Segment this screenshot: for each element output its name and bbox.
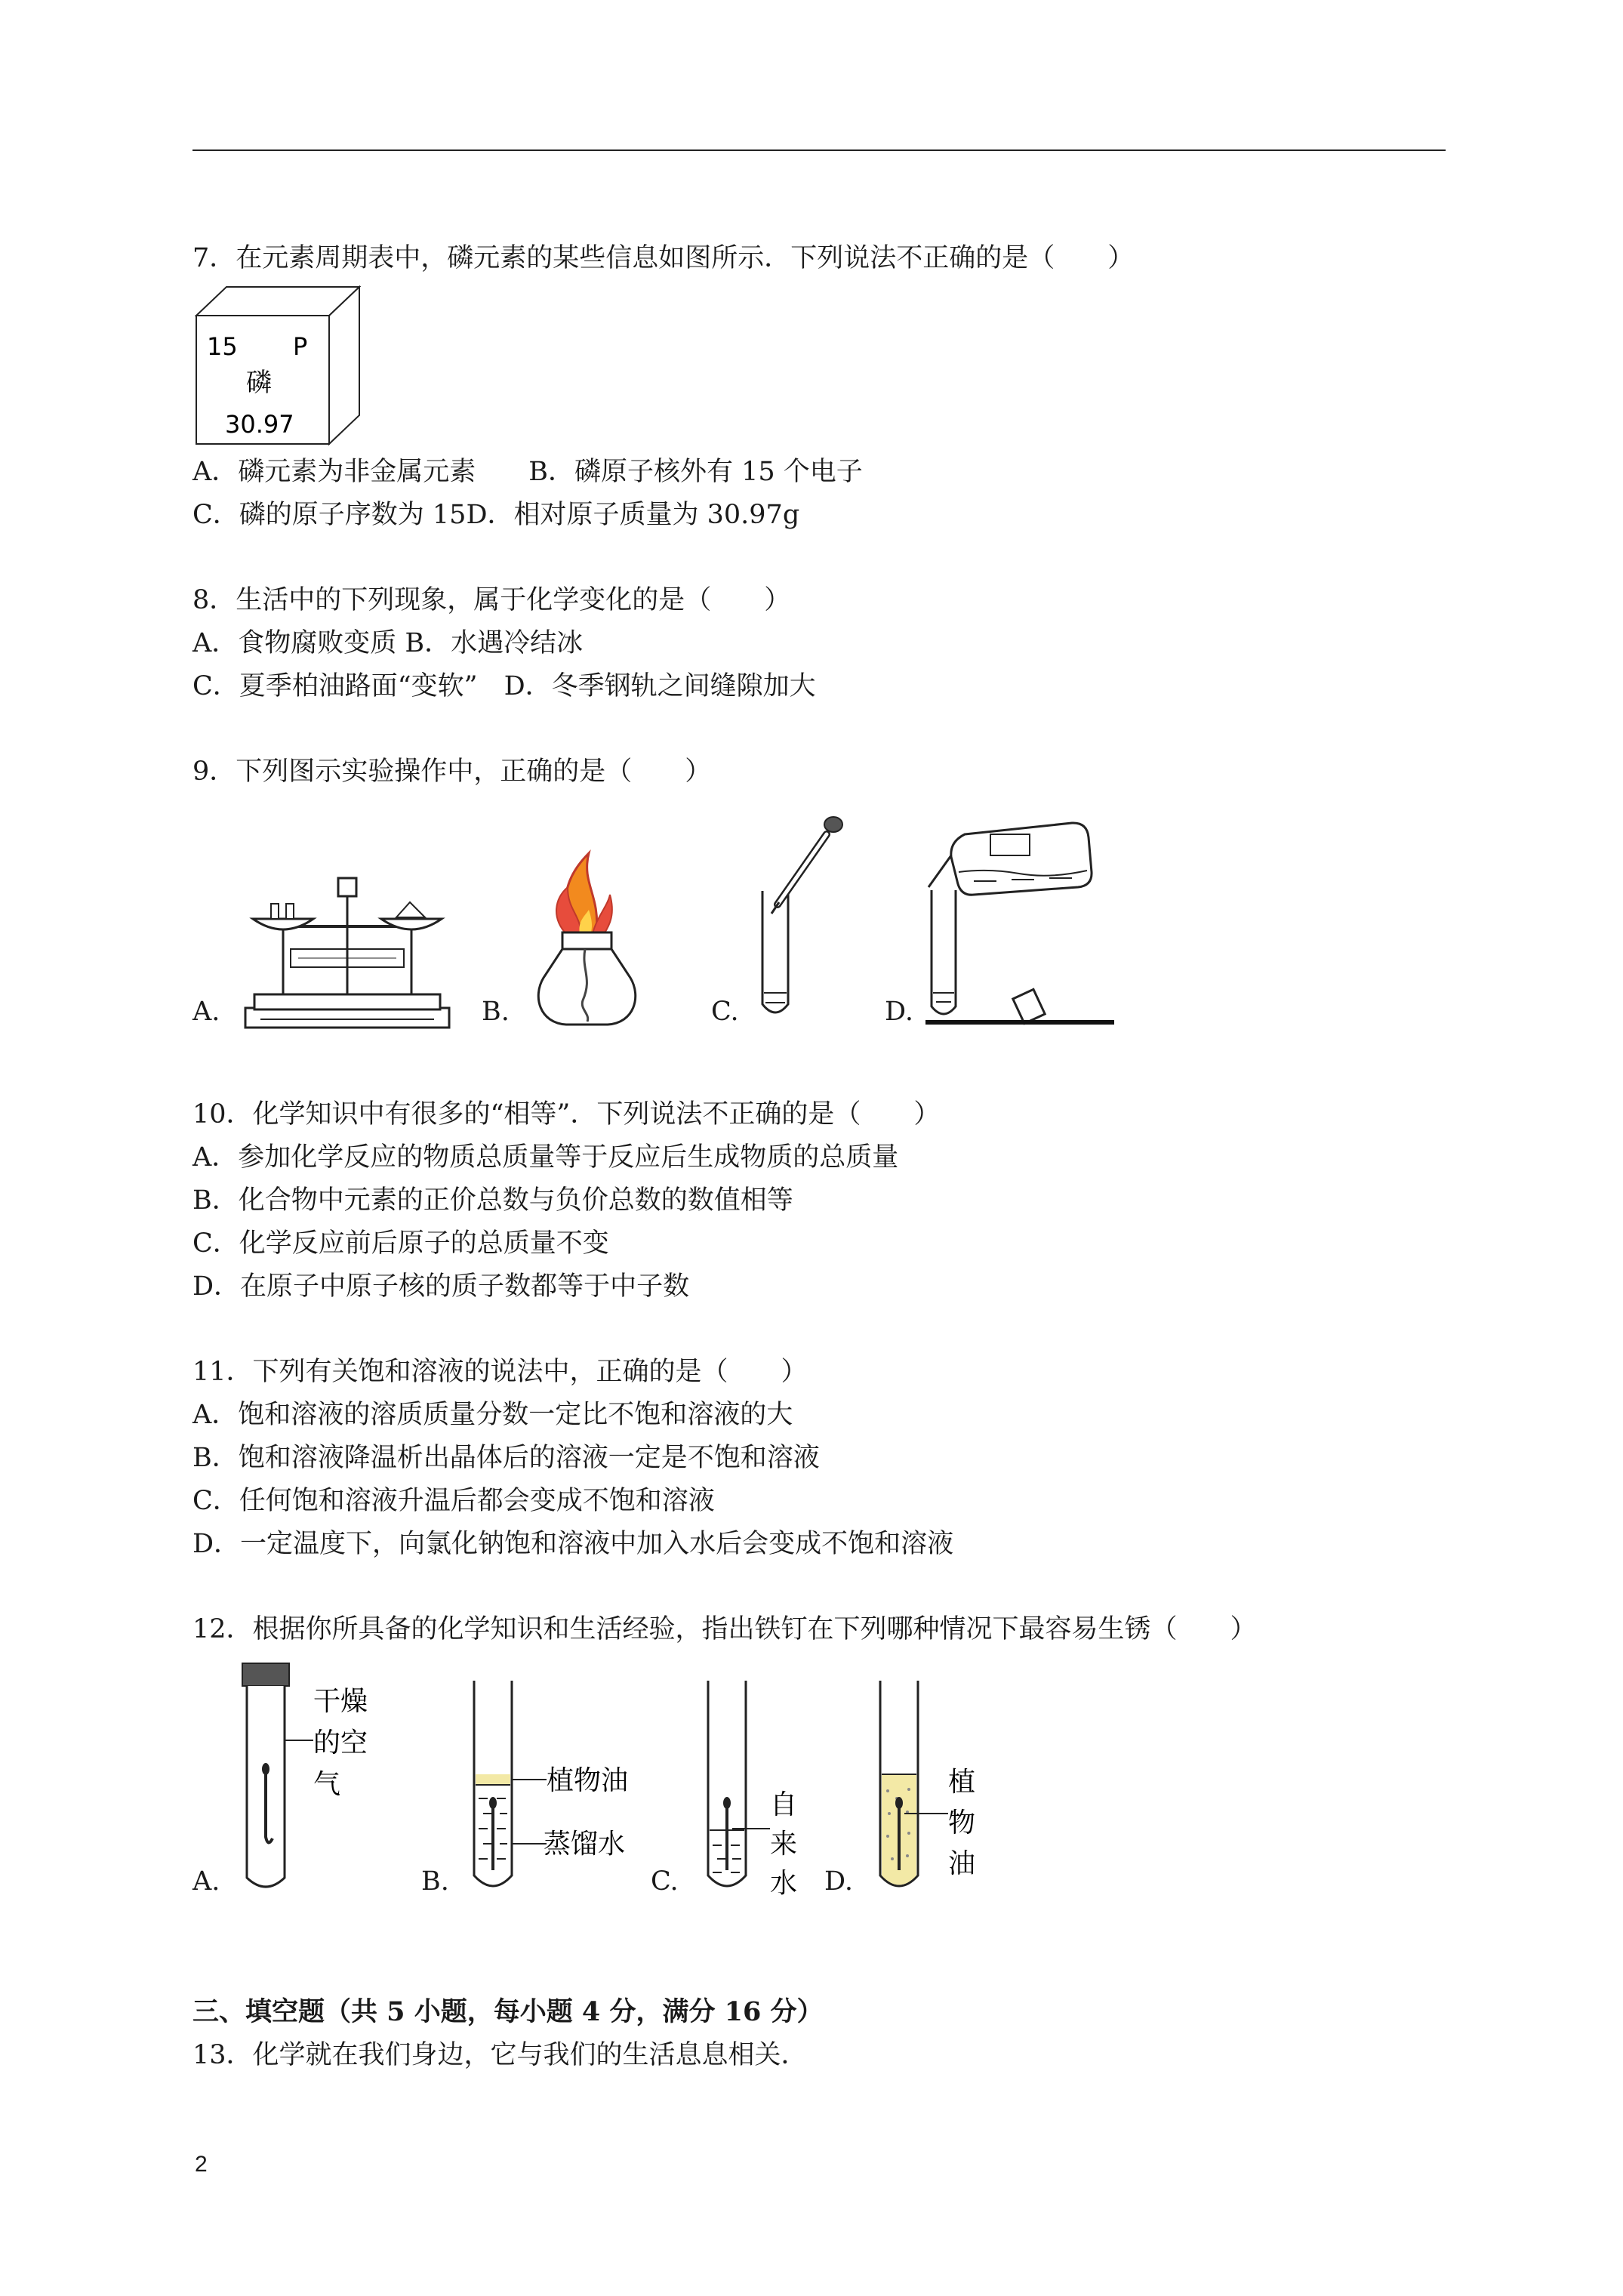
q11-option-b: B．饱和溶液降温析出晶体后的溶液一定是不饱和溶液: [192, 1443, 820, 1473]
q12-label-a: A.: [192, 1866, 220, 1897]
q10-stem: 10．化学知识中有很多的“相等”．下列说法不正确的是（ ）: [192, 1099, 941, 1130]
dropper-test-tube-figure: [755, 815, 861, 1027]
phosphorus-element-card: [195, 285, 361, 448]
q11-stem: 11．下列有关饱和溶液的说法中，正确的是（ ）: [192, 1357, 808, 1387]
tube-c-label-3: 水: [770, 1868, 798, 1899]
header-rule: [192, 149, 1446, 151]
q9-label-d: D.: [885, 997, 913, 1027]
tube-b-label-bottom: 蒸馏水: [544, 1829, 626, 1860]
tube-vegetable-oil-figure: [874, 1678, 995, 1900]
tube-d-label-3: 油: [948, 1848, 976, 1879]
q7-options-line1: A．磷元素为非金属元素 B．磷原子核外有 15 个电子: [192, 457, 863, 487]
q9-stem: 9．下列图示实验操作中，正确的是（ ）: [192, 757, 712, 787]
tube-c-label-1: 自: [770, 1789, 798, 1820]
tube-c-label-2: 来: [770, 1829, 798, 1860]
section3-heading: 三、填空题（共 5 小题，每小题 4 分，满分 16 分）: [192, 1996, 824, 2027]
element-number: 15: [207, 332, 238, 361]
q11-option-d: D．一定温度下，向氯化钠饱和溶液中加入水后会变成不饱和溶液: [192, 1529, 954, 1559]
alcohol-lamp-figure: [521, 849, 649, 1031]
q12-stem: 12．根据你所具备的化学知识和生活经验，指出铁钉在下列哪种情况下最容易生锈（ ）: [192, 1614, 1257, 1644]
q9-label-a: A.: [192, 997, 220, 1027]
tube-a-label-2: 的空: [313, 1727, 368, 1758]
q11-option-c: C．任何饱和溶液升温后都会变成不饱和溶液: [192, 1486, 715, 1516]
q10-option-a: A．参加化学反应的物质总质量等于反应后生成物质的总质量: [192, 1142, 899, 1173]
pouring-liquid-figure: [921, 812, 1117, 1027]
element-symbol: P: [293, 332, 308, 361]
q10-option-c: C．化学反应前后原子的总质量不变: [192, 1228, 609, 1259]
q7-stem: 7．在元素周期表中，磷元素的某些信息如图所示．下列说法不正确的是（ ）: [192, 243, 1135, 273]
element-name: 磷: [246, 368, 272, 398]
q9-label-b: B.: [482, 997, 510, 1027]
tube-dry-air-figure: [238, 1657, 404, 1899]
tube-a-label-3: 气: [313, 1769, 341, 1800]
q8-options-line2: C．夏季柏油路面“变软” D．冬季钢轨之间缝隙加大: [192, 671, 816, 701]
tube-d-label-1: 植: [948, 1767, 976, 1798]
q12-label-c: C.: [651, 1866, 679, 1897]
q11-option-a: A．饱和溶液的溶质质量分数一定比不饱和溶液的大: [192, 1400, 793, 1430]
tube-tap-water-figure: [702, 1678, 808, 1900]
balance-scale-figure: [238, 864, 457, 1031]
element-mass: 30.97: [225, 410, 294, 439]
q10-option-d: D．在原子中原子核的质子数都等于中子数: [192, 1271, 690, 1302]
q8-options-line1: A．食物腐败变质 B．水遇冷结冰: [192, 628, 584, 658]
tube-oil-distilled-water-figure: [468, 1678, 649, 1900]
q13-stem: 13．化学就在我们身边，它与我们的生活息息相关．: [192, 2040, 808, 2070]
tube-d-label-2: 物: [948, 1808, 976, 1838]
tube-a-label-1: 干燥: [313, 1686, 368, 1717]
q9-label-c: C.: [711, 997, 739, 1027]
tube-b-label-top: 植物油: [547, 1765, 629, 1796]
page-number: 2: [195, 2152, 208, 2177]
q12-label-d: D.: [824, 1866, 853, 1897]
q7-options-line2: C．磷的原子序数为 15D．相对原子质量为 30.97g: [192, 500, 800, 530]
q10-option-b: B．化合物中元素的正价总数与负价总数的数值相等: [192, 1185, 793, 1216]
q12-label-b: B.: [421, 1866, 449, 1897]
q8-stem: 8．生活中的下列现象，属于化学变化的是（ ）: [192, 585, 791, 615]
